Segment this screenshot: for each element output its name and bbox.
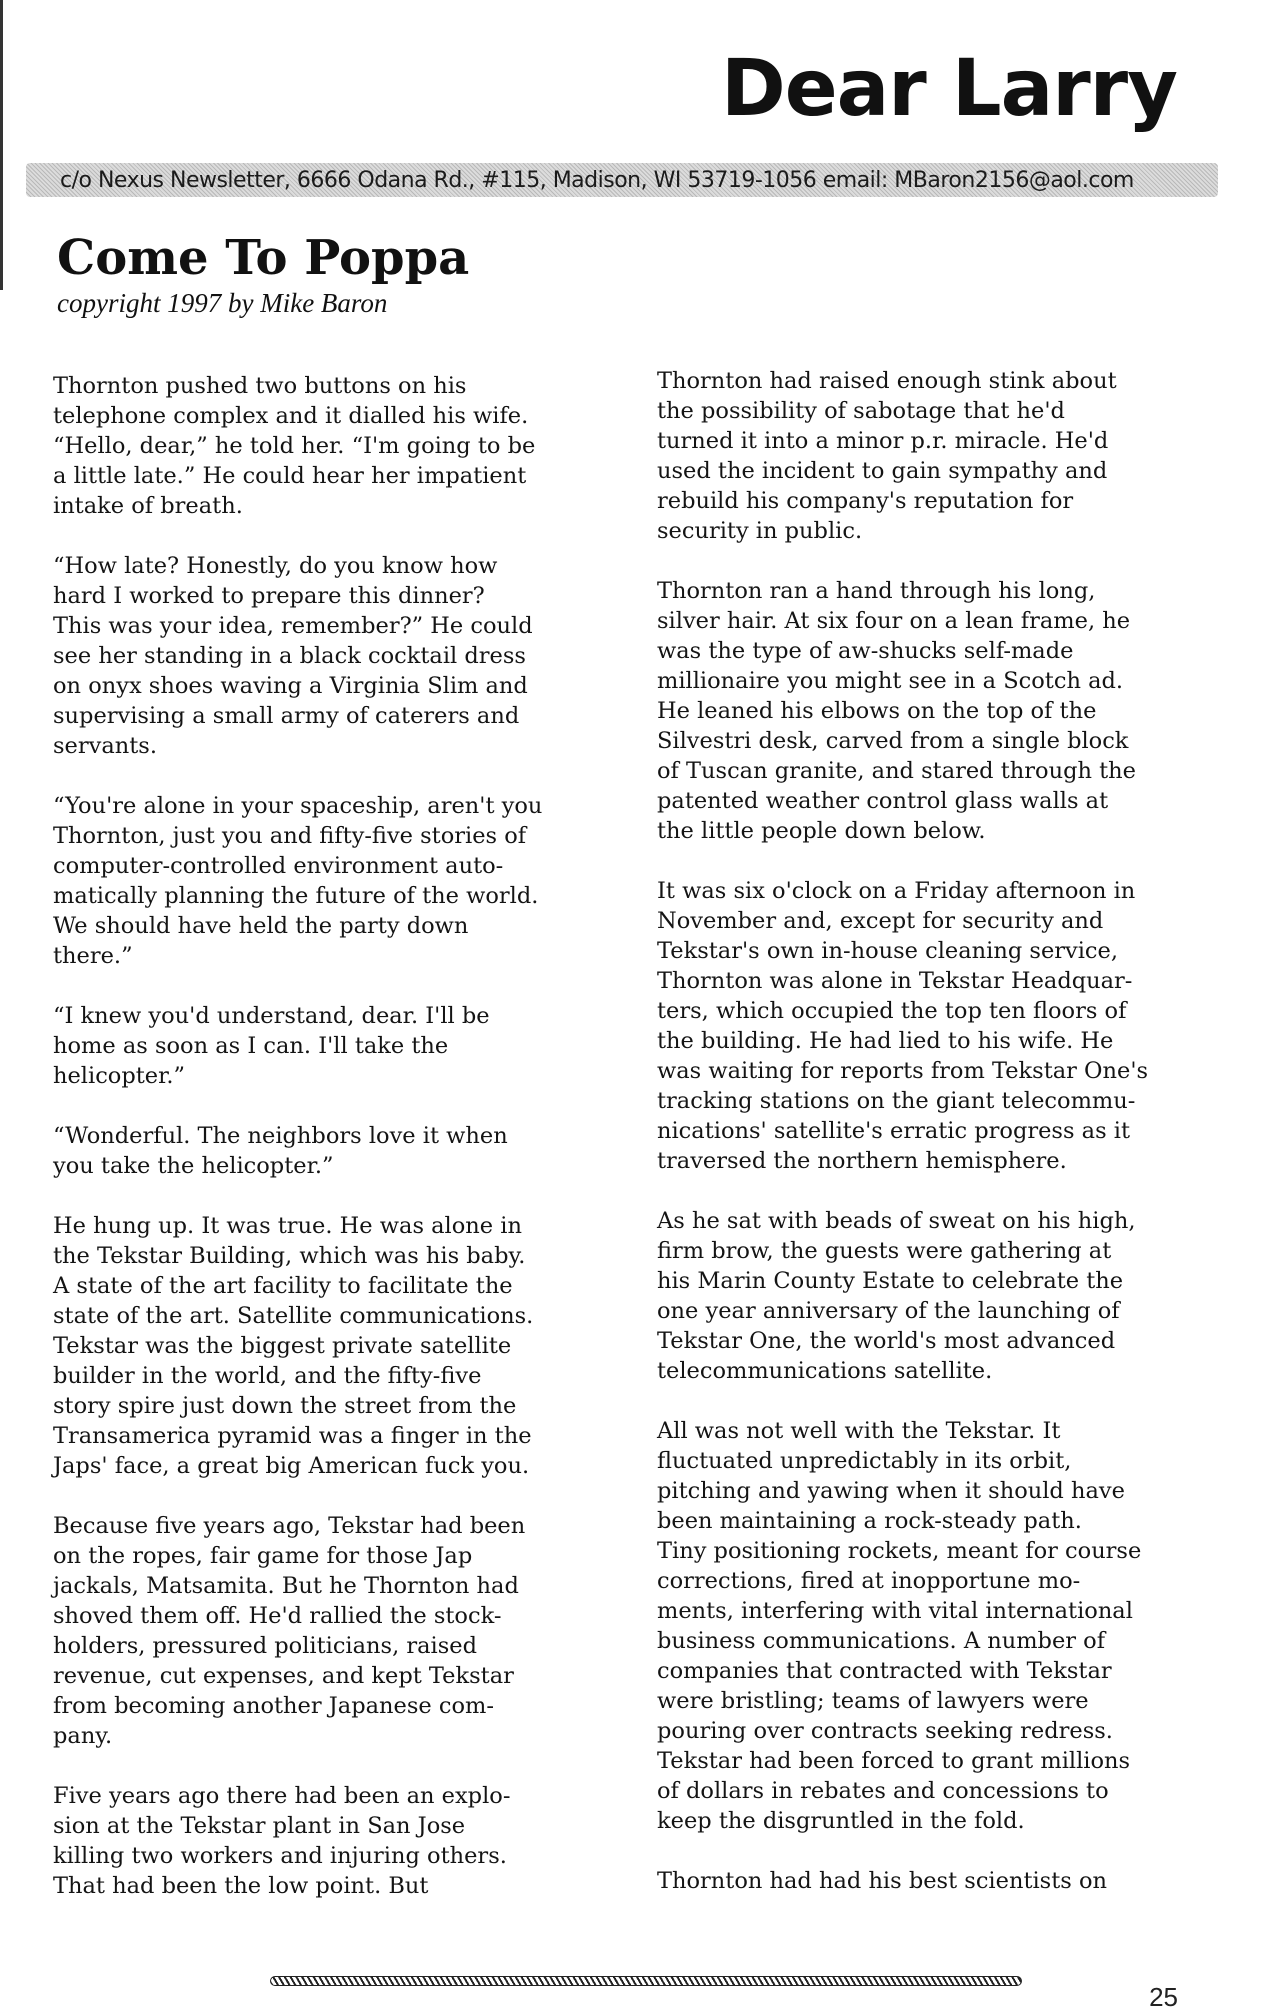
column-title: Dear Larry	[720, 44, 1177, 134]
paragraph: Thornton pushed two buttons on his telephone complex and it dialled his wife. “Hello, dear,” he told her. “I'm going to be a little late.” He could hear her impatient intake of breath.	[53, 373, 536, 519]
page-number: 25	[1149, 1982, 1178, 2012]
paragraph: Because five years ago, Tekstar had been on the ropes, fair game for those Jap jackals, Matsamita. But he Thornton had shoved them off. He'd rallied the stock- holders, pressured politicians, raised revenue, cut expenses, and kept Tekstar from becoming another Japanese com- pany.	[53, 1513, 526, 1749]
paragraph: Thornton ran a hand through his long, silver hair. At six four on a lean frame, he was the type of aw-shucks self-made millionaire you might see in a Scotch ad. He leaned his elbows on the top of the Silvestri desk, carved from a single block of Tuscan granite, and stared through the patented weather control glass walls at the little people down below.	[657, 578, 1136, 844]
address-banner	[26, 163, 1218, 197]
paragraph: Thornton had raised enough stink about the possibility of sabotage that he'd turned it into a minor p.r. miracle. He'd used the incident to gain sympathy and rebuild his company's reputation for security in public.	[657, 368, 1117, 544]
paragraph: Five years ago there had been an explo- sion at the Tekstar plant in San Jose killing two workers and injuring others. That had been the low point. But	[53, 1783, 511, 1899]
paragraph: “I knew you'd understand, dear. I'll be home as soon as I can. I'll take the helicopter.”	[53, 1003, 490, 1089]
left-text-column	[53, 371, 593, 1931]
paragraph: “How late? Honestly, do you know how hard I worked to prepare this dinner? This was your idea, remember?” He could see her standing in a black cocktail dress on onyx shoes waving a Virginia Slim and supervising a small army of caterers and servants.	[53, 553, 533, 759]
paragraph: He hung up. It was true. He was alone in the Tekstar Building, which was his baby. A state of the art facility to facilitate the state of the art. Satellite communications. Tekstar was the biggest private satellite builder in the world, and the fifty-five story spire just down the street from the Transamerica pyramid was a finger in the Japs' face, a great big American fuck you.	[53, 1213, 534, 1479]
paragraph: It was six o'clock on a Friday afternoon in November and, except for security and Tekstar's own in-house cleaning service, Thornton was alone in Tekstar Headquar- ters, which occupied the top ten floors of the building. He had lied to his wife. He was waiting for reports from Tekstar One's tracking stations on the giant telecommu- nications' satellite's erratic progress as it traversed the northern hemisphere.	[657, 878, 1149, 1174]
right-text-column	[657, 366, 1197, 1926]
paragraph: As he sat with beads of sweat on his high, firm brow, the guests were gathering at his Marin County Estate to celebrate the one year anniversary of the launching of Tekstar One, the world's most advanced telecommunications satellite.	[657, 1208, 1136, 1384]
address-line: c/o Nexus Newsletter, 6666 Odana Rd., #115, Madison, WI 53719-1056 email: MBaron2156@aol.com	[60, 167, 1134, 193]
paragraph: “Wonderful. The neighbors love it when you take the helicopter.”	[53, 1123, 508, 1179]
page-edge-shadow	[0, 0, 3, 290]
paragraph: All was not well with the Tekstar. It fluctuated unpredictably in its orbit, pitching and yawing when it should have been maintaining a rock-steady path. Tiny positioning rockets, meant for course corrections, fired at inopportune mo- ments, interfering with vital international business communications. A number of companies that contracted with Tekstar were bristling; teams of lawyers were pouring over contracts seeking redress. Tekstar had been forced to grant millions of dollars in rebates and concessions to keep the disgruntled in the fold.	[657, 1418, 1142, 1834]
paragraph: Thornton had had his best scientists on	[657, 1868, 1107, 1894]
footer-decorative-rule	[270, 1976, 1022, 1986]
paragraph: “You're alone in your spaceship, aren't you Thornton, just you and fifty-five stories of computer-controlled environment auto- matically planning the future of the world. We should have held the party down there.”	[53, 793, 543, 969]
article-title: Come To Poppa	[57, 230, 470, 286]
article-byline: copyright 1997 by Mike Baron	[57, 288, 388, 318]
